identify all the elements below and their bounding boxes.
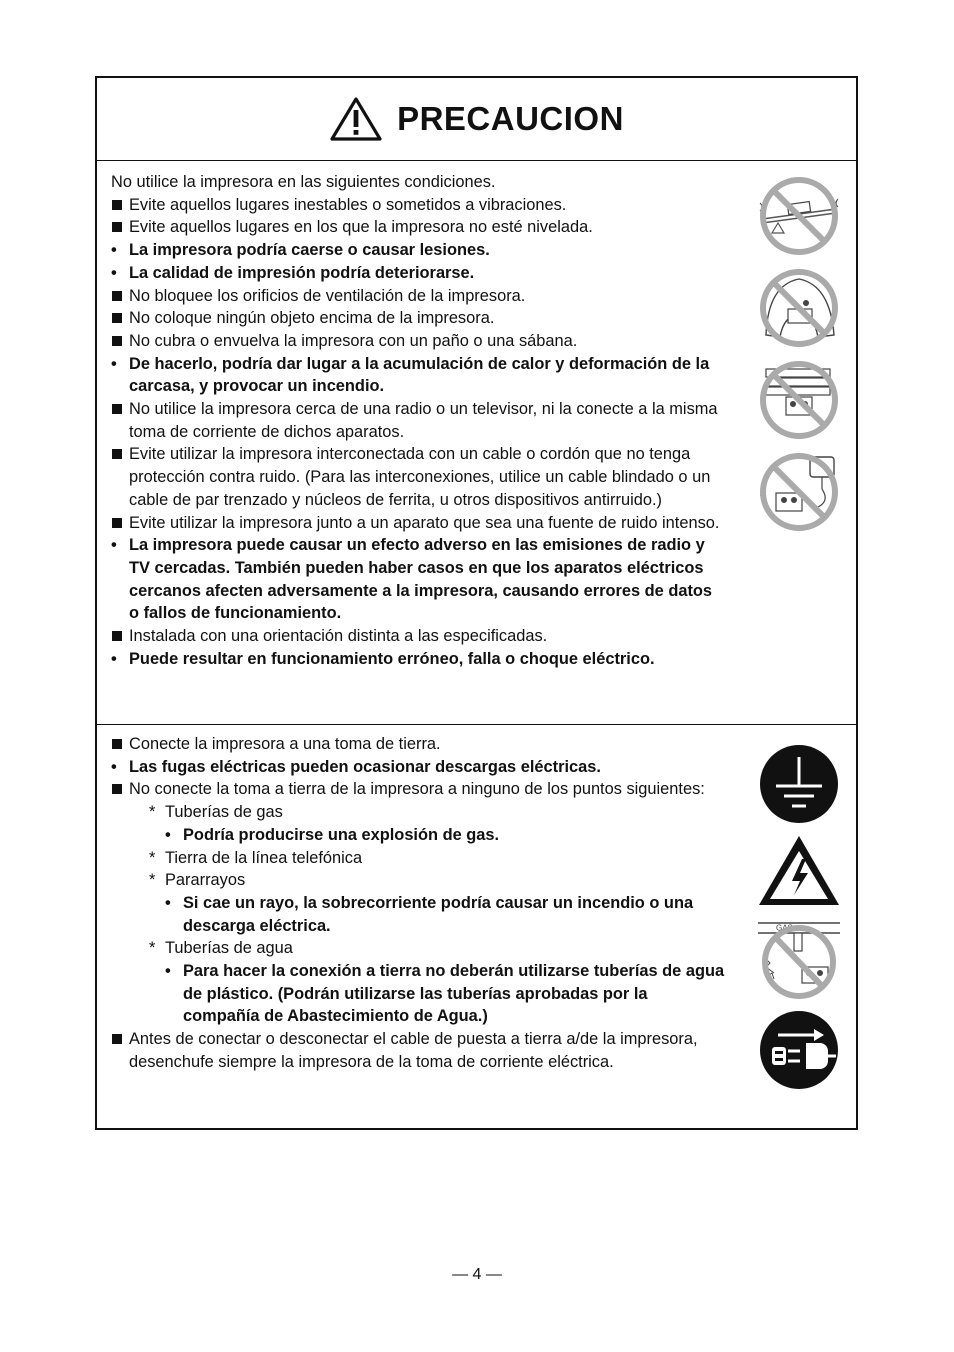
- square-bullet-icon: [111, 330, 129, 353]
- ground-connection-icon: [756, 741, 842, 827]
- square-bullet-icon: [111, 778, 129, 801]
- list-item-text: Las fugas eléctricas pueden ocasionar descargas eléctricas.: [129, 757, 601, 776]
- unplug-icon: [756, 1007, 842, 1093]
- list-item-text: De hacerlo, podría dar lugar a la acumulación de calor y deformación de la carcasa, y provocar un incendio.: [129, 354, 710, 396]
- asterisk-marker: *: [149, 939, 156, 958]
- section-installation: [97, 161, 856, 725]
- list-item: [111, 194, 726, 217]
- dot-bullet-icon: •: [111, 354, 117, 373]
- list-item-text: La impresora podría caerse o causar lesiones.: [129, 241, 490, 260]
- section-grounding-text: [111, 733, 726, 1074]
- list-item: [111, 534, 726, 625]
- list-item-text: Si cae un rayo, la sobrecorriente podría causar un incendio o una descarga eléctrica.: [183, 893, 694, 935]
- dot-bullet-icon: •: [165, 825, 171, 844]
- list-item: [111, 756, 726, 779]
- section-installation-icons: [756, 173, 842, 541]
- list-item-text: Puede resultar en funcionamiento erróneo, falla o choque eléctrico.: [129, 649, 655, 668]
- no-objects-on-top-icon: [756, 357, 842, 443]
- page-number: — 4 —: [452, 1266, 502, 1283]
- list-item: [111, 330, 726, 353]
- no-cover-icon: [756, 265, 842, 351]
- list-item: [111, 239, 726, 262]
- square-bullet-icon: [111, 285, 129, 308]
- no-unstable-surface-icon: [756, 173, 842, 259]
- list-item: [111, 778, 726, 801]
- square-bullet-icon: [111, 443, 129, 466]
- list-item-text: Tuberías de gas: [165, 803, 283, 822]
- electric-shock-warning-icon: [756, 833, 842, 909]
- section-grounding: [97, 725, 856, 1128]
- asterisk-marker: *: [149, 848, 156, 867]
- dot-bullet-icon: •: [165, 962, 171, 981]
- square-bullet-icon: [111, 398, 129, 421]
- list-item: [111, 443, 726, 511]
- list-item: [111, 937, 726, 960]
- square-bullet-icon: [111, 1028, 129, 1051]
- asterisk-marker: *: [149, 803, 156, 822]
- dot-bullet-icon: •: [111, 263, 117, 282]
- list-item-text: Evite aquellos lugares inestables o sometidos a vibraciones.: [129, 195, 567, 214]
- square-bullet-icon: [111, 307, 129, 330]
- caution-box: [95, 76, 858, 1130]
- list-item: [111, 262, 726, 285]
- square-bullet-icon: [111, 733, 129, 756]
- list-item-text: No utilice la impresora en las siguientes condiciones.: [111, 173, 496, 191]
- list-item: [111, 1028, 726, 1073]
- list-item-text: La impresora puede causar un efecto adverso en las emisiones de radio y TV cercadas. También pueden haber casos en que los aparatos eléctricos cercanos afecten adversamente a la impresora, causando errores de datos o fallos de funcionamiento.: [129, 536, 713, 623]
- list-item: [111, 824, 726, 847]
- list-item: [111, 285, 726, 308]
- list-item-text: Para hacer la conexión a tierra no deberán utilizarse tuberías de agua de plástico. (Podrán utilizarse las tuberías aprobadas por la compañía de Abastecimiento de Agua.): [183, 962, 725, 1026]
- section-grounding-icons: [756, 741, 842, 1099]
- dot-bullet-icon: •: [111, 536, 117, 555]
- list-item-text: Evite utilizar la impresora junto a un aparato que sea una fuente de ruido intenso.: [129, 513, 720, 532]
- list-item: [111, 847, 726, 870]
- list-item-text: No coloque ningún objeto encima de la impresora.: [129, 309, 495, 328]
- list-item-text: Tuberías de agua: [165, 939, 293, 958]
- square-bullet-icon: [111, 194, 129, 217]
- list-item-text: Tierra de la línea telefónica: [165, 848, 363, 867]
- dot-bullet-icon: •: [111, 649, 117, 668]
- list-item: [111, 171, 726, 194]
- gas-label: GAS: [776, 923, 793, 933]
- list-item-text: Evite utilizar la impresora interconectada con un cable o cordón que no tenga protección contra ruido. (Para las interconexiones, utilice un cable blindado o un cable de par trenzado y núcleos de ferrita, u otros dispositivos antirruido.): [129, 445, 711, 509]
- list-item-text: No bloquee los orificios de ventilación de la impresora.: [129, 286, 526, 305]
- no-gas-pipe-ground-icon: [756, 915, 842, 1001]
- list-item-text: Antes de conectar o desconectar el cable de puesta a tierra a/de la impresora, desenchufe siempre la impresora de la toma de corriente eléctrica.: [129, 1030, 698, 1071]
- list-item: [111, 307, 726, 330]
- list-item-text: Podría producirse una explosión de gas.: [183, 825, 500, 844]
- list-item: [111, 648, 726, 671]
- square-bullet-icon: [111, 512, 129, 535]
- list-item-text: Conecte la impresora a una toma de tierra.: [129, 735, 441, 753]
- list-item: [111, 512, 726, 535]
- list-item: [111, 353, 726, 398]
- square-bullet-icon: [111, 216, 129, 239]
- list-item: [111, 892, 726, 937]
- list-item-text: Pararrayos: [165, 871, 246, 890]
- list-item: [111, 869, 726, 892]
- dot-bullet-icon: •: [165, 893, 171, 912]
- list-item-text: No conecte la toma a tierra de la impresora a ninguno de los puntos siguientes:: [129, 780, 705, 799]
- list-item-text: Instalada con una orientación distinta a las especificadas.: [129, 627, 548, 646]
- list-item: [111, 398, 726, 443]
- list-item-text: No utilice la impresora cerca de una radio o un televisor, ni la conecte a la misma toma de corriente de dichos aparatos.: [129, 400, 718, 441]
- page-title: PRECAUCION: [397, 100, 624, 137]
- list-item-text: Evite aquellos lugares en los que la impresora no esté nivelada.: [129, 218, 593, 237]
- list-item-text: No cubra o envuelva la impresora con un paño o una sábana.: [129, 331, 578, 350]
- warning-triangle-icon: [329, 96, 383, 142]
- square-bullet-icon: [111, 625, 129, 648]
- list-item: [111, 801, 726, 824]
- section-installation-text: [111, 171, 726, 670]
- list-item: [111, 625, 726, 648]
- dot-bullet-icon: •: [111, 241, 117, 260]
- list-item: [111, 960, 726, 1028]
- no-radio-tv-icon: [756, 449, 842, 535]
- list-item: [111, 733, 726, 756]
- caution-header: [97, 78, 856, 161]
- list-item-text: La calidad de impresión podría deteriorarse.: [129, 263, 475, 282]
- dot-bullet-icon: •: [111, 757, 117, 776]
- asterisk-marker: *: [149, 871, 156, 890]
- list-item: [111, 216, 726, 239]
